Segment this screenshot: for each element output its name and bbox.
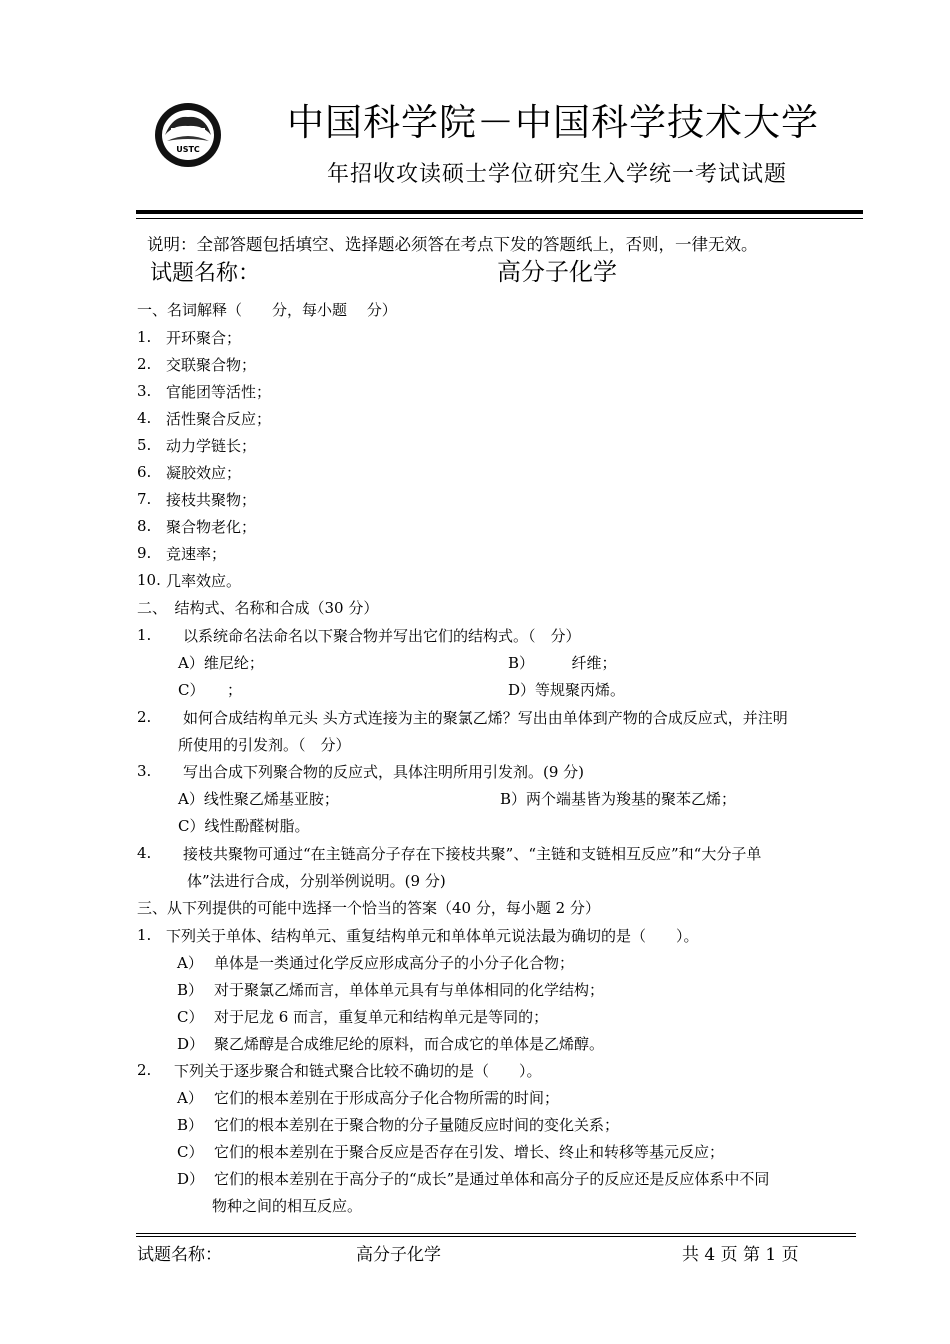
section-3-title: 三、从下列提供的可能中选择一个恰当的答案（40 分，每小题 2 分） bbox=[137, 899, 600, 917]
footer-divider-top bbox=[136, 1233, 856, 1234]
list-item: 凝胶效应； bbox=[166, 464, 242, 482]
option-key: A） bbox=[177, 954, 203, 972]
university-logo bbox=[153, 101, 223, 169]
list-item: 竞速率； bbox=[166, 545, 227, 563]
instructions-note: 说明：全部答题包括填空、选择题必须答在考点下发的答题纸上，否则，一律无效。 bbox=[147, 235, 758, 254]
question-number: 2. bbox=[137, 1061, 152, 1079]
list-item-number: 1. bbox=[137, 328, 152, 346]
list-item-number: 6. bbox=[137, 463, 152, 481]
list-item: 聚合物老化； bbox=[166, 518, 257, 536]
question-number: 2. bbox=[137, 708, 152, 726]
question-text-continued: 体”法进行合成，分别举例说明。(9 分) bbox=[187, 872, 446, 890]
list-item-number: 9. bbox=[137, 544, 152, 562]
option-key: C） bbox=[177, 1143, 204, 1161]
question-text: 接枝共聚物可通过“在主链高分子存在下接枝共聚”、“主链和支链相互反应”和“大分子单 bbox=[183, 845, 762, 863]
list-item-number: 7. bbox=[137, 490, 152, 508]
exam-title: 年招收攻读硕士学位研究生入学统一考试试题 bbox=[327, 162, 788, 187]
question-number: 3. bbox=[137, 762, 152, 780]
option-key: C） bbox=[177, 1008, 204, 1026]
section-2-title: 二、 结构式、名称和合成（30 分） bbox=[137, 599, 379, 617]
question-text-continued: 所使用的引发剂。（ 分） bbox=[178, 736, 351, 754]
list-item-number: 8. bbox=[137, 517, 152, 535]
option-key: B） bbox=[177, 981, 204, 999]
subject-label: 试题名称： bbox=[150, 261, 261, 286]
option-key: A） bbox=[177, 1089, 203, 1107]
list-item: 开环聚合； bbox=[166, 329, 242, 347]
list-item-number: 10. bbox=[137, 571, 161, 589]
question-text: 下列关于逐步聚合和链式聚合比较不确切的是（ ）。 bbox=[174, 1062, 542, 1080]
list-item: 官能团等活性； bbox=[166, 383, 272, 401]
question-text: 以系统命名法命名以下聚合物并写出它们的结构式。（ 分） bbox=[183, 627, 581, 645]
list-item: 活性聚合反应； bbox=[166, 410, 272, 428]
question-option: C） ； bbox=[178, 681, 242, 699]
option-text-continued: 物种之间的相互反应。 bbox=[212, 1197, 363, 1215]
subject-name: 高分子化学 bbox=[497, 258, 617, 286]
option-text: 它们的根本差别在于高分子的“成长”是通过单体和高分子的反应还是反应体系中不同 bbox=[214, 1170, 770, 1188]
option-key: D） bbox=[177, 1035, 205, 1053]
logo-text: USTC bbox=[176, 145, 200, 154]
header-divider-thin bbox=[136, 218, 863, 219]
question-text: 如何合成结构单元头 头方式连接为主的聚氯乙烯？写出由单体到产物的合成反应式，并注明 bbox=[183, 709, 788, 727]
question-option: A）线性聚乙烯基亚胺； bbox=[178, 790, 339, 808]
question-option: D）等规聚丙烯。 bbox=[508, 681, 626, 699]
option-text: 聚乙烯醇是合成维尼纶的原料，而合成它的单体是乙烯醇。 bbox=[214, 1035, 605, 1053]
option-text: 单体是一类通过化学反应形成高分子的小分子化合物； bbox=[214, 954, 575, 972]
footer-divider-bottom bbox=[136, 1236, 856, 1237]
option-text: 它们的根本差别在于聚合物的分子量随反应时间的变化关系； bbox=[214, 1116, 620, 1134]
footer-subject-name: 高分子化学 bbox=[356, 1245, 441, 1265]
university-title: 中国科学院－中国科学技术大学 bbox=[287, 101, 819, 144]
list-item: 交联聚合物； bbox=[166, 356, 257, 374]
option-text: 对于尼龙 6 而言，重复单元和结构单元是等同的； bbox=[214, 1008, 549, 1026]
list-item-number: 2. bbox=[137, 355, 152, 373]
option-text: 它们的根本差别在于聚合反应是否存在引发、增长、终止和转移等基元反应； bbox=[214, 1143, 725, 1161]
list-item-number: 4. bbox=[137, 409, 152, 427]
question-option: C）线性酚醛树脂。 bbox=[178, 817, 310, 835]
question-number: 1. bbox=[137, 626, 152, 644]
option-key: D） bbox=[177, 1170, 205, 1188]
question-option: B）两个端基皆为羧基的聚苯乙烯； bbox=[500, 790, 737, 808]
list-item: 动力学链长； bbox=[166, 437, 257, 455]
question-option: A）维尼纶； bbox=[178, 654, 264, 672]
option-text: 它们的根本差别在于形成高分子化合物所需的时间； bbox=[214, 1089, 560, 1107]
list-item-number: 3. bbox=[137, 382, 152, 400]
question-option: B） 纤维； bbox=[508, 654, 617, 672]
question-number: 1. bbox=[137, 926, 152, 944]
question-text: 写出合成下列聚合物的反应式，具体注明所用引发剂。(9 分) bbox=[183, 763, 585, 781]
question-number: 4. bbox=[137, 844, 152, 862]
list-item: 几率效应。 bbox=[166, 572, 242, 590]
list-item: 接枝共聚物； bbox=[166, 491, 257, 509]
question-text: 下列关于单体、结构单元、重复结构单元和单体单元说法最为确切的是（ ）。 bbox=[166, 927, 699, 945]
option-key: B） bbox=[177, 1116, 204, 1134]
option-text: 对于聚氯乙烯而言，单体单元具有与单体相同的化学结构； bbox=[214, 981, 605, 999]
page-count: 共 4 页 第 1 页 bbox=[682, 1245, 799, 1265]
header-divider-thick bbox=[136, 210, 863, 214]
section-1-title: 一、名词解释（ 分，每小题 分） bbox=[137, 301, 397, 319]
list-item-number: 5. bbox=[137, 436, 152, 454]
footer-subject-label: 试题名称： bbox=[137, 1245, 222, 1265]
